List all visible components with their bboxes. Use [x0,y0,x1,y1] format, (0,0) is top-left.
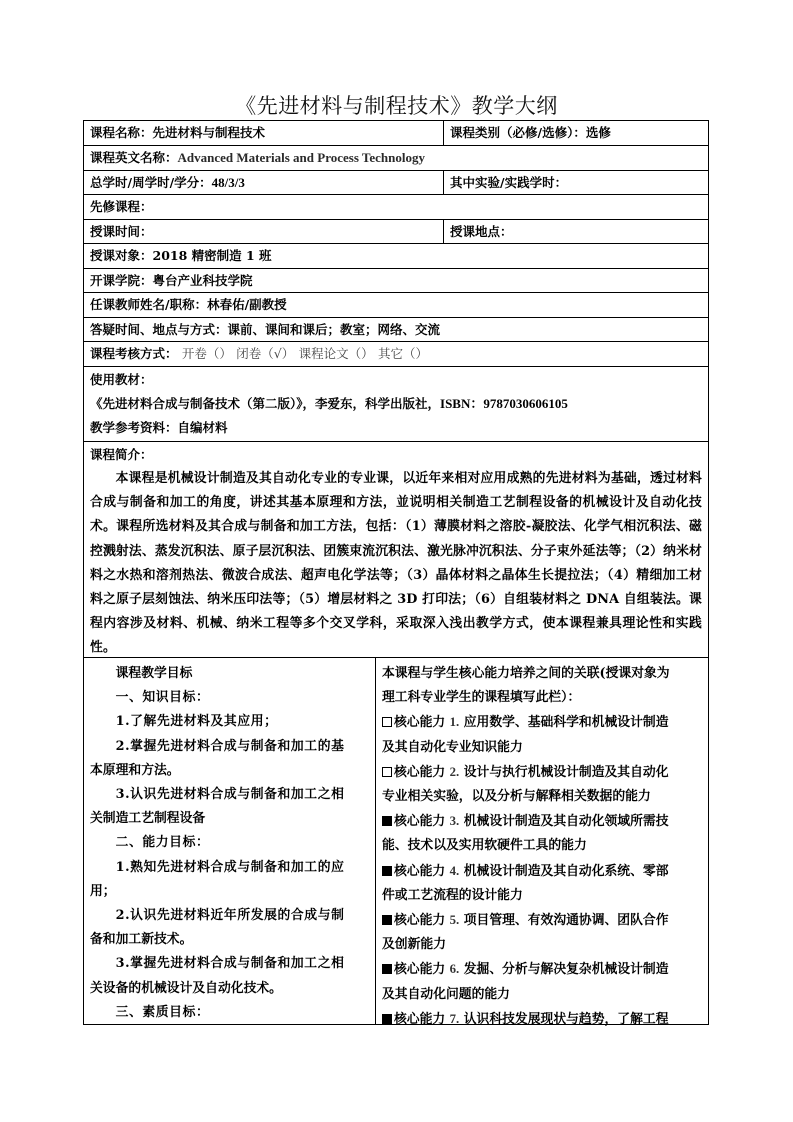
teacher-label: 任课教师姓名/职称： [90,297,208,312]
prerequisites-cell [84,195,708,219]
competency-1-cont: 及其自动化专业知识能力 [382,739,523,755]
row-prerequisites [84,195,708,220]
target-cell [84,244,708,268]
goal-line: 二、能力目标： [115,835,210,851]
competency-6: 核心能力 6. 发掘、分析与解决复杂机械设计制造 [382,957,704,982]
assessment-option-other[interactable]: 其它（） [378,346,429,361]
textbook-line [90,392,702,416]
course-name-label: 课程名称： [90,125,153,140]
competencies-heading-1: 本课程与学生核心能力培养之间的关联(授课对象为 [382,666,670,681]
row-hours [84,171,708,196]
checkbox-filled-icon[interactable] [382,816,392,826]
teaching-location-cell [443,220,708,244]
reference-value: 自编材料 [177,420,228,435]
assessment-option-paper[interactable]: 课程论文（） [298,346,374,361]
college-value: 粤台产业科技学院 [152,272,253,288]
checkbox-filled-icon[interactable] [382,866,392,876]
hours-value: 48/3/3 [211,174,245,190]
intro-label: 课程简介： [90,447,153,462]
checkbox-filled-icon[interactable] [382,964,392,974]
row-course-name [84,121,708,146]
course-type-label: 课程类别（必修/选修）： [450,125,586,140]
row-teacher [84,293,708,318]
goal-line: 关设备的机械设计及自动化技术。 [90,980,282,996]
assessment-label: 课程考核方式： [90,346,178,361]
checkbox-empty-icon[interactable] [382,767,392,777]
goal-line: 一、知识目标： [115,690,210,706]
competency-3: 核心能力 3. 机械设计制造及其自动化领域所需技 [382,809,704,834]
competency-5-cont: 及创新能力 [382,937,446,953]
page-title: 《先进材料与制程技术》教学大纲 [235,94,558,118]
syllabus-table [83,120,709,1025]
college-cell [84,269,708,293]
lab-hours-cell [443,171,708,195]
course-type-value: 选修 [585,125,611,140]
hours-cell [84,171,443,195]
goal-line: 2.认识先进材料近年所发展的合成与制 [115,908,345,924]
college-label: 开课学院： [90,272,153,288]
intro-text: 本课程是机械设计制造及其自动化专业的专业课，以近年来相对应用成熟的先进材料为基础，透过材料合成与制备和加工的角度，讲述其基本原理和方法，並说明相关制造工艺制程设备的机械设计及自动化技术。课程所选材料及其合成与制备和加工方法，包括：（1）薄膜材料之溶胶-凝胶法、化学气相沉积法、磁控溅射法、蒸发沉积法、原子层沉积法、团簇束流沉积法、激光脉冲沉积法、分子束外延法等；（2）纳米材料之水热和溶剂热法、微波合成法、超声电化学法等；（3）晶体材料之晶体生长提拉法；（4）精细加工材料之原子层刻蚀法、纳米压印法等；（5）增层材料之 3D 打印法；（6）自组装材料之 DNA 自组装法。课程内容涉及材料、机械、纳米工程等多个交叉学科，采取深入浅出教学方式，使本课程兼具理论性和实践性。 [90,471,702,656]
competency-1: 核心能力 1. 应用数学、基础科学和机械设计制造 [382,710,704,735]
intro-block [84,442,708,658]
course-name-cell [84,121,443,145]
goal-line: 用； [90,883,116,899]
goal-line: 1.了解先进材料及其应用； [115,714,278,730]
checkbox-empty-icon[interactable] [382,717,392,727]
textbook-title: 《先进材料合成与制备技术（第二版）》，李爱东，科学出版社， [90,396,441,411]
materials-block [84,367,708,442]
competency-3-cont: 能、技术以及实用软硬件工具的能力 [382,838,587,854]
row-english-name [84,146,708,171]
competency-4-cont: 件或工艺流程的设计能力 [382,887,523,903]
materials-label: 使用教材： [90,372,153,387]
checkbox-filled-icon[interactable] [382,915,392,925]
teaching-goals-column [84,658,375,1024]
course-type-cell [443,121,708,145]
competency-2: 核心能力 2. 设计与执行机械设计制造及其自动化 [382,760,704,785]
prerequisites-label: 先修课程： [90,199,153,214]
assessment-option-closed-book[interactable]: 闭卷（√） [236,346,295,361]
row-college [84,269,708,294]
english-name-value: Advanced Materials and Process Technology [177,150,426,165]
course-name-value: 先进材料与制程技术 [152,125,266,140]
teaching-time-cell [84,220,443,244]
competencies-column [375,658,708,1027]
isbn-label: ISBN： [440,396,484,411]
target-label: 授课对象： [90,248,153,263]
competencies-heading-2: 理工科专业学生的课程填写此栏）： [382,690,581,706]
teaching-time-label: 授课时间： [90,223,153,239]
goal-line: 关制造工艺制程设备 [90,811,206,827]
english-name-label: 课程英文名称： [90,150,178,165]
competency-4: 核心能力 4. 机械设计制造及其自动化系统、零部 [382,859,704,884]
row-assessment [84,342,708,367]
reference-label: 教学参考资料： [90,420,178,435]
competency-2-cont: 专业相关实验，以及分析与解释相关数据的能力 [382,789,651,805]
target-value: 2018 精密制造 1 班 [152,248,272,263]
english-name-cell [84,146,708,170]
assessment-cell [84,342,708,366]
teacher-cell [84,293,708,317]
competency-5: 核心能力 5. 项目管理、有效沟通协调、团队合作 [382,908,704,933]
qa-value: 课前、课间和课后；教室；网络、交流 [227,321,441,337]
goal-line: 3.掌握先进材料合成与制备和加工之相 [115,956,345,972]
competency-6-cont: 及其自动化问题的能力 [382,986,510,1002]
goal-line: 3.认识先进材料合成与制备和加工之相 [115,787,345,803]
goal-line: 三、素质目标： [115,1004,210,1020]
row-time-location [84,220,708,245]
goals-heading: 课程教学目标 [115,666,193,681]
qa-label: 答疑时间、地点与方式： [90,321,228,337]
row-target [84,244,708,269]
reference-line [90,416,702,440]
competency-7: 核心能力 7. 认识科技发展现状与趋势，了解工程 [382,1007,704,1032]
teacher-value: 林春佑/副教授 [207,297,287,312]
hours-label: 总学时/周学时/学分： [90,174,212,190]
goal-line: 1.熟知先进材料合成与制备和加工的应 [115,859,345,875]
goals-section [84,658,708,1027]
checkbox-filled-icon[interactable] [382,1014,392,1024]
goal-line: 本原理和方法。 [90,762,180,778]
teaching-location-label: 授课地点： [450,223,513,239]
assessment-option-open-book[interactable]: 开卷（） [181,346,232,361]
goal-line: 2.掌握先进材料合成与制备和加工的基 [115,738,345,754]
isbn-value: 9787030606105 [483,396,568,411]
qa-cell [84,318,708,342]
lab-hours-label: 其中实验/实践学时： [450,174,568,190]
goal-line: 备和加工新技术。 [90,932,193,948]
row-qa [84,318,708,343]
